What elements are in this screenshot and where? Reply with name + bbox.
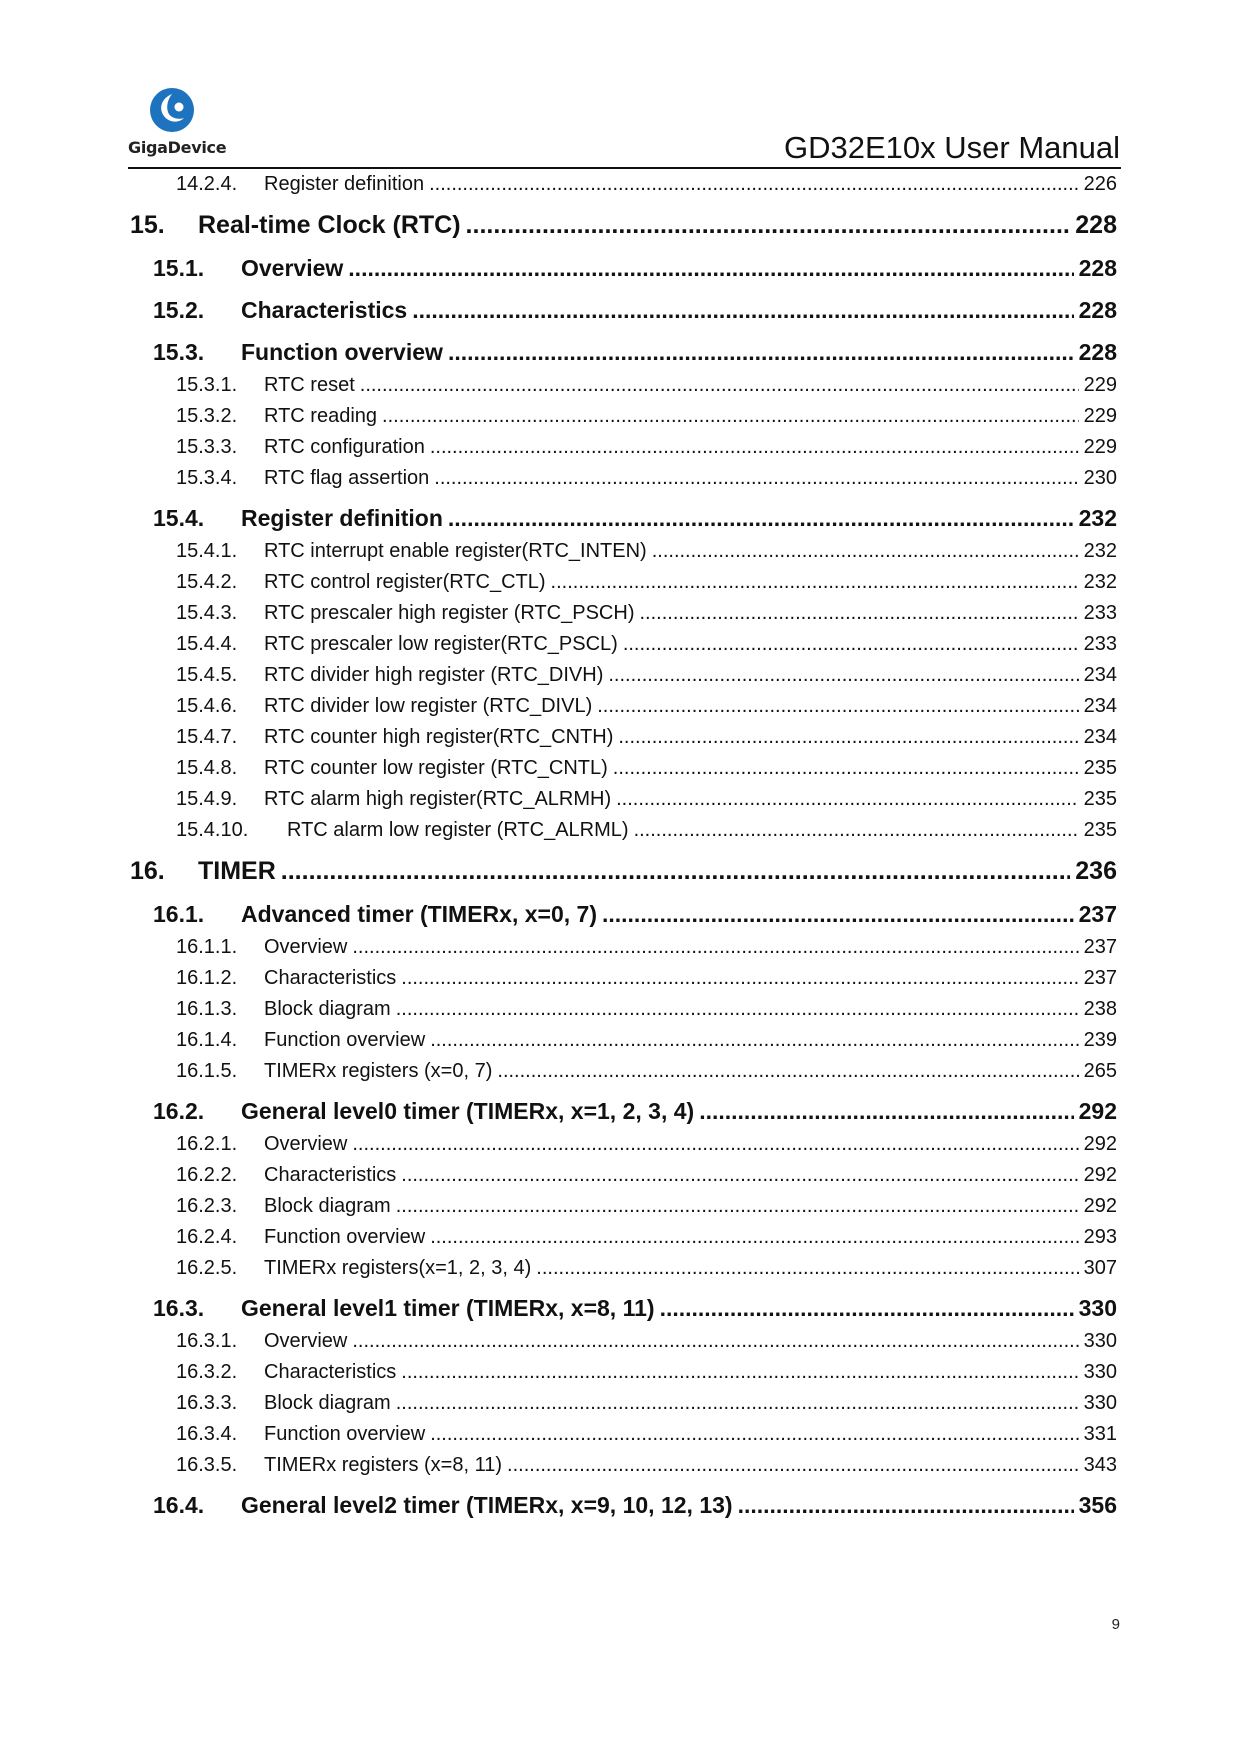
toc-dot-leader bbox=[634, 820, 1079, 840]
toc-entry[interactable] bbox=[130, 1227, 1117, 1247]
toc-dot-leader bbox=[738, 1494, 1074, 1517]
toc-entry-number: 15.3.1. bbox=[176, 374, 238, 396]
toc-entry[interactable] bbox=[130, 1061, 1117, 1081]
toc-entry[interactable] bbox=[130, 257, 1117, 280]
toc-entry[interactable] bbox=[130, 1196, 1117, 1216]
toc-entry-title: Advanced timer (TIMERx, x=0, 7) bbox=[241, 901, 597, 927]
toc-entry[interactable] bbox=[130, 665, 1117, 685]
toc-entry-title: TIMERx registers (x=8, 11) bbox=[264, 1454, 503, 1476]
toc-entry[interactable] bbox=[130, 1362, 1117, 1382]
toc-entry[interactable] bbox=[130, 572, 1117, 592]
toc-entry[interactable] bbox=[130, 634, 1117, 654]
toc-entry[interactable] bbox=[130, 1393, 1117, 1413]
toc-entry-number: 16.1.2. bbox=[176, 967, 238, 989]
toc-entry-title: RTC interrupt enable register(RTC_INTEN) bbox=[264, 540, 647, 562]
toc-dot-leader bbox=[448, 507, 1074, 530]
toc-entry-page: 235 bbox=[1083, 788, 1117, 810]
toc-dot-leader bbox=[281, 859, 1071, 884]
toc-entry-number: 15.4.7. bbox=[176, 726, 238, 748]
brand-name: GigaDevice bbox=[128, 138, 227, 157]
toc-entry-page: 228 bbox=[1075, 211, 1117, 239]
toc-dot-leader bbox=[430, 437, 1079, 457]
toc-entry-page: 330 bbox=[1083, 1392, 1117, 1414]
toc-entry[interactable] bbox=[130, 1297, 1117, 1320]
gigadevice-logo-icon bbox=[148, 86, 196, 134]
toc-dot-leader bbox=[430, 1424, 1078, 1444]
toc-entry[interactable] bbox=[130, 375, 1117, 395]
toc-entry-title: Characteristics bbox=[264, 967, 397, 989]
toc-dot-leader bbox=[401, 968, 1078, 988]
toc-dot-leader bbox=[352, 1331, 1078, 1351]
toc-entry-page: 292 bbox=[1083, 1133, 1117, 1155]
toc-entry[interactable] bbox=[130, 727, 1117, 747]
toc-entry-number: 15.4.3. bbox=[176, 602, 238, 624]
toc-entry[interactable] bbox=[130, 1100, 1117, 1123]
toc-entry-title: RTC counter high register(RTC_CNTH) bbox=[264, 726, 614, 748]
toc-entry-number: 16.1.3. bbox=[176, 998, 238, 1020]
toc-entry-number: 16.3.4. bbox=[176, 1423, 238, 1445]
toc-entry-title: TIMERx registers (x=0, 7) bbox=[264, 1060, 493, 1082]
page-number: 9 bbox=[1111, 1616, 1120, 1633]
toc-entry-page: 229 bbox=[1083, 436, 1117, 458]
toc-entry-title: Real-time Clock (RTC) bbox=[198, 211, 461, 239]
toc-entry-title: RTC prescaler high register (RTC_PSCH) bbox=[264, 602, 635, 624]
toc-entry-number: 15.1. bbox=[153, 255, 205, 281]
toc-entry-title: Function overview bbox=[264, 1226, 426, 1248]
toc-dot-leader bbox=[430, 1227, 1078, 1247]
toc-dot-leader bbox=[401, 1165, 1078, 1185]
toc-entry-number: 15.4.2. bbox=[176, 571, 238, 593]
toc-entry-number: 15.4.5. bbox=[176, 664, 238, 686]
toc-entry-page: 229 bbox=[1083, 374, 1117, 396]
toc-dot-leader bbox=[660, 1297, 1074, 1320]
toc-entry-page: 307 bbox=[1083, 1257, 1117, 1279]
toc-dot-leader bbox=[699, 1100, 1073, 1123]
toc-entry-page: 228 bbox=[1078, 339, 1117, 365]
toc-entry-title: Characteristics bbox=[264, 1361, 397, 1383]
toc-entry[interactable] bbox=[130, 1165, 1117, 1185]
manual-title: GD32E10x User Manual bbox=[784, 130, 1120, 165]
toc-entry-page: 292 bbox=[1078, 1098, 1117, 1124]
toc-entry-number: 15.4.4. bbox=[176, 633, 238, 655]
toc-entry[interactable] bbox=[130, 1030, 1117, 1050]
toc-entry-title: RTC reset bbox=[264, 374, 355, 396]
toc-entry-title: RTC configuration bbox=[264, 436, 425, 458]
toc-entry-page: 234 bbox=[1083, 695, 1117, 717]
toc-dot-leader bbox=[602, 903, 1074, 926]
toc-entry-number: 16.1. bbox=[153, 901, 205, 927]
toc-dot-leader bbox=[613, 758, 1079, 778]
toc-entry-number: 15.4. bbox=[153, 505, 205, 531]
toc-entry-title: RTC prescaler low register(RTC_PSCL) bbox=[264, 633, 618, 655]
toc-entry-page: 292 bbox=[1083, 1195, 1117, 1217]
toc-entry-number: 15.2. bbox=[153, 297, 205, 323]
toc-dot-leader bbox=[507, 1455, 1079, 1475]
toc-entry-title: Register definition bbox=[264, 173, 425, 195]
toc-entry[interactable] bbox=[130, 789, 1117, 809]
toc-entry-page: 234 bbox=[1083, 664, 1117, 686]
toc-dot-leader bbox=[448, 341, 1074, 364]
toc-dot-leader bbox=[352, 937, 1078, 957]
toc-entry-number: 16.3.2. bbox=[176, 1361, 238, 1383]
toc-entry[interactable] bbox=[130, 1331, 1117, 1351]
toc-entry-number: 16.2.3. bbox=[176, 1195, 238, 1217]
toc-entry-number: 15.3.3. bbox=[176, 436, 238, 458]
toc-entry-page: 228 bbox=[1078, 255, 1117, 281]
table-of-contents bbox=[130, 171, 1117, 1517]
toc-entry-number: 15.3. bbox=[153, 339, 205, 365]
toc-entry-title: RTC control register(RTC_CTL) bbox=[264, 571, 546, 593]
toc-entry-title: Block diagram bbox=[264, 1195, 391, 1217]
toc-dot-leader bbox=[616, 789, 1079, 809]
toc-entry-number: 16.4. bbox=[153, 1492, 205, 1518]
toc-entry[interactable] bbox=[130, 903, 1117, 926]
toc-entry-title: Function overview bbox=[264, 1029, 426, 1051]
header-divider bbox=[128, 167, 1121, 169]
toc-entry-title: TIMER bbox=[198, 857, 276, 885]
toc-entry-page: 226 bbox=[1083, 173, 1117, 195]
toc-entry-page: 232 bbox=[1083, 540, 1117, 562]
toc-entry-page: 237 bbox=[1083, 936, 1117, 958]
toc-entry[interactable] bbox=[130, 603, 1117, 623]
toc-entry[interactable] bbox=[130, 937, 1117, 957]
toc-dot-leader bbox=[430, 1030, 1078, 1050]
toc-entry-page: 235 bbox=[1083, 819, 1117, 841]
toc-entry-page: 239 bbox=[1083, 1029, 1117, 1051]
toc-entry-page: 228 bbox=[1078, 297, 1117, 323]
toc-entry-number: 16.1.4. bbox=[176, 1029, 238, 1051]
toc-dot-leader bbox=[401, 1362, 1078, 1382]
toc-entry[interactable] bbox=[130, 999, 1117, 1019]
toc-entry-page: 238 bbox=[1083, 998, 1117, 1020]
toc-entry[interactable] bbox=[130, 468, 1117, 488]
toc-dot-leader bbox=[348, 257, 1073, 280]
toc-entry-title: General level0 timer (TIMERx, x=1, 2, 3, 4) bbox=[241, 1098, 695, 1124]
toc-entry-title: General level2 timer (TIMERx, x=9, 10, 12, 13) bbox=[241, 1492, 733, 1518]
toc-entry-number: 16.2.1. bbox=[176, 1133, 238, 1155]
toc-entry-title: Characteristics bbox=[264, 1164, 397, 1186]
toc-entry-number: 15. bbox=[130, 211, 165, 239]
toc-entry[interactable] bbox=[130, 437, 1117, 457]
toc-entry-number: 15.4.10. bbox=[176, 819, 249, 841]
toc-entry[interactable] bbox=[130, 507, 1117, 530]
toc-entry-page: 293 bbox=[1083, 1226, 1117, 1248]
toc-entry-title: RTC alarm high register(RTC_ALRMH) bbox=[264, 788, 612, 810]
toc-entry-number: 16.3. bbox=[153, 1295, 205, 1321]
toc-entry-title: RTC counter low register (RTC_CNTL) bbox=[264, 757, 608, 779]
toc-entry-title: Characteristics bbox=[241, 297, 408, 323]
toc-entry-title: Register definition bbox=[241, 505, 443, 531]
toc-entry[interactable] bbox=[130, 696, 1117, 716]
toc-entry-page: 232 bbox=[1083, 571, 1117, 593]
toc-entry-number: 15.3.2. bbox=[176, 405, 238, 427]
toc-entry-title: TIMERx registers(x=1, 2, 3, 4) bbox=[264, 1257, 532, 1279]
toc-entry-number: 16.3.1. bbox=[176, 1330, 238, 1352]
toc-entry[interactable] bbox=[130, 1258, 1117, 1278]
toc-entry[interactable] bbox=[130, 341, 1117, 364]
toc-entry-page: 234 bbox=[1083, 726, 1117, 748]
toc-entry-page: 265 bbox=[1083, 1060, 1117, 1082]
toc-dot-leader bbox=[639, 603, 1078, 623]
toc-dot-leader bbox=[429, 174, 1079, 194]
toc-entry[interactable] bbox=[130, 758, 1117, 778]
toc-entry[interactable] bbox=[130, 213, 1117, 238]
toc-entry[interactable] bbox=[130, 1424, 1117, 1444]
toc-entry-number: 15.4.8. bbox=[176, 757, 238, 779]
toc-entry-title: RTC divider high register (RTC_DIVH) bbox=[264, 664, 604, 686]
toc-entry-title: RTC reading bbox=[264, 405, 378, 427]
toc-entry-page: 330 bbox=[1078, 1295, 1117, 1321]
toc-entry-number: 16.2. bbox=[153, 1098, 205, 1124]
toc-entry-page: 237 bbox=[1083, 967, 1117, 989]
toc-entry[interactable] bbox=[130, 820, 1117, 840]
toc-entry-number: 14.2.4. bbox=[176, 173, 238, 195]
toc-entry-number: 15.3.4. bbox=[176, 467, 238, 489]
toc-dot-leader bbox=[352, 1134, 1078, 1154]
company-logo bbox=[128, 86, 228, 157]
toc-dot-leader bbox=[396, 999, 1079, 1019]
toc-entry[interactable] bbox=[130, 859, 1117, 884]
toc-dot-leader bbox=[396, 1196, 1079, 1216]
toc-entry-page: 233 bbox=[1083, 602, 1117, 624]
toc-entry-title: Function overview bbox=[241, 339, 443, 365]
toc-dot-leader bbox=[551, 572, 1079, 592]
toc-entry-title: General level1 timer (TIMERx, x=8, 11) bbox=[241, 1295, 655, 1321]
toc-dot-leader bbox=[623, 634, 1079, 654]
toc-entry-page: 343 bbox=[1083, 1454, 1117, 1476]
toc-entry-page: 356 bbox=[1078, 1492, 1117, 1518]
toc-entry-page: 330 bbox=[1083, 1330, 1117, 1352]
toc-entry[interactable] bbox=[130, 299, 1117, 322]
toc-entry-page: 230 bbox=[1083, 467, 1117, 489]
toc-entry-title: Block diagram bbox=[264, 1392, 391, 1414]
toc-dot-leader bbox=[412, 299, 1073, 322]
toc-entry[interactable] bbox=[130, 406, 1117, 426]
toc-entry-number: 15.4.1. bbox=[176, 540, 238, 562]
toc-dot-leader bbox=[597, 696, 1078, 716]
toc-entry-page: 292 bbox=[1083, 1164, 1117, 1186]
toc-entry-title: Overview bbox=[264, 936, 348, 958]
toc-entry-title: RTC divider low register (RTC_DIVL) bbox=[264, 695, 593, 717]
toc-entry-title: Block diagram bbox=[264, 998, 391, 1020]
toc-entry-title: Function overview bbox=[264, 1423, 426, 1445]
toc-entry-number: 16.2.4. bbox=[176, 1226, 238, 1248]
toc-entry-title: RTC flag assertion bbox=[264, 467, 430, 489]
toc-entry[interactable] bbox=[130, 968, 1117, 988]
toc-entry-page: 330 bbox=[1083, 1361, 1117, 1383]
toc-entry-title: Overview bbox=[241, 255, 344, 281]
toc-dot-leader bbox=[466, 213, 1071, 238]
toc-dot-leader bbox=[497, 1061, 1078, 1081]
toc-dot-leader bbox=[652, 541, 1079, 561]
toc-entry-page: 232 bbox=[1078, 505, 1117, 531]
toc-entry[interactable] bbox=[130, 174, 1117, 194]
toc-entry-page: 229 bbox=[1083, 405, 1117, 427]
toc-entry-number: 16.3.3. bbox=[176, 1392, 238, 1414]
toc-entry-title: Overview bbox=[264, 1133, 348, 1155]
toc-entry[interactable] bbox=[130, 1134, 1117, 1154]
toc-entry[interactable] bbox=[130, 541, 1117, 561]
toc-entry[interactable] bbox=[130, 1455, 1117, 1475]
toc-entry-number: 16. bbox=[130, 857, 165, 885]
toc-dot-leader bbox=[536, 1258, 1078, 1278]
toc-dot-leader bbox=[434, 468, 1078, 488]
toc-dot-leader bbox=[618, 727, 1078, 747]
toc-entry-page: 331 bbox=[1083, 1423, 1117, 1445]
toc-entry-number: 16.1.5. bbox=[176, 1060, 238, 1082]
toc-entry-title: Overview bbox=[264, 1330, 348, 1352]
toc-entry-page: 233 bbox=[1083, 633, 1117, 655]
toc-entry-page: 237 bbox=[1078, 901, 1117, 927]
toc-dot-leader bbox=[608, 665, 1078, 685]
toc-entry-page: 235 bbox=[1083, 757, 1117, 779]
toc-entry-number: 16.2.5. bbox=[176, 1257, 238, 1279]
toc-entry-number: 16.3.5. bbox=[176, 1454, 238, 1476]
toc-dot-leader bbox=[360, 375, 1079, 395]
toc-dot-leader bbox=[396, 1393, 1079, 1413]
toc-entry-number: 16.2.2. bbox=[176, 1164, 238, 1186]
toc-dot-leader bbox=[382, 406, 1079, 426]
toc-entry[interactable] bbox=[130, 1494, 1117, 1517]
toc-entry-number: 15.4.9. bbox=[176, 788, 238, 810]
toc-entry-title: RTC alarm low register (RTC_ALRML) bbox=[287, 819, 629, 841]
toc-entry-page: 236 bbox=[1075, 857, 1117, 885]
toc-entry-number: 16.1.1. bbox=[176, 936, 238, 958]
toc-entry-number: 15.4.6. bbox=[176, 695, 238, 717]
